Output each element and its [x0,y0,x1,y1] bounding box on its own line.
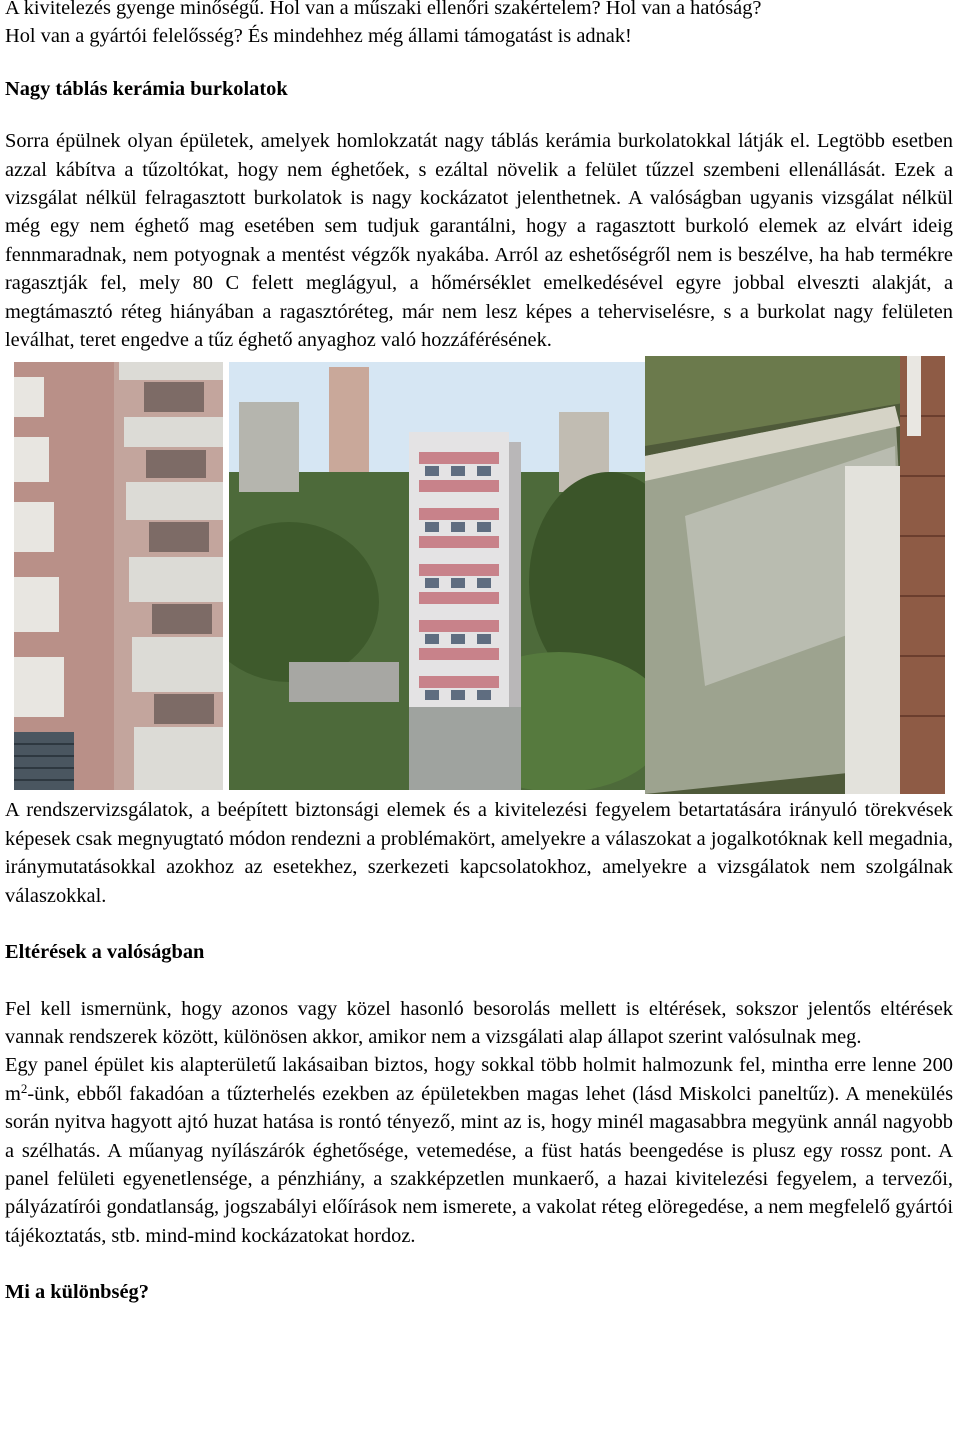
paragraph-differences-2-part-b: -ünk, ebből fakadóan a tűzterhelés ezekben az épületekben magas lehet (lásd Miskolci paneltűz). A menekülés során nyitva hagyott ajtó huzat hatása is rontó tényező, mint az is, hogy minél magasabbra megyünk annál nagyobb a szélhatás. A műanyag nyílászárók éghetősége, vetemedése, a füst hatás beengedése is plusz egy rossz pont. A panel felületi egyenetlensége, a pénzhiány, a szakképzetlen munkaerő, a hazai kivitelezési fegyelem, a tervezői, pályázatírói gondatlanság, jogszabályi előírások nem ismerete, a vakolat réteg elöregedése, a nem megfelelő gyártói tájékoztatás, stb. mind-mind kockázatokat hordoz. [5,1082,953,1247]
paragraph-differences-1: Fel kell ismernünk, hogy azonos vagy közel hasonló besorolás mellett is eltérések, sokszor jelentős eltérések vannak rendszerek között, különösen akkor, amikor nem a vizsgálati alap állapot szerint valósulnak meg. [5,997,953,1048]
detached-cladding-photo [645,356,945,794]
section-heading-differences: Eltérések a valóságban [5,941,205,964]
document-page [5,0,953,1307]
photo-row [5,356,953,796]
paragraph-differences-2 [5,1051,953,1250]
paragraph-system-tests: A rendszervizsgálatok, a beépített biztonsági elemek és a kivitelezési fegyelem betartatására irányuló törekvések képesek csak megnyugtató módon rendezni a problémakört, amelyekre a válaszokat a jogalkotóknak kell megadnia, iránymutatásokkal azokhoz az esetekhez, szerkezeti kapcsolatokhoz, amelyekre a vizsgálatok nem szolgálnak válaszokkal. [5,799,953,907]
paragraph-differences-2-part-a: Egy panel épület kis alapterületű lakásaiban biztos, hogy sokkal több holmit halmozunk fel, mintha erre lenne 200 m [5,1054,953,1105]
apartment-tower-photo [229,362,648,790]
building-closeup-photo [14,362,223,790]
intro-line-2: Hol van a gyártói felelősség? És mindehhez még állami támogatást is adnak! [5,25,632,48]
superscript-2: 2 [20,1080,28,1096]
intro-line-1: A kivitelezés gyenge minőségű. Hol van a műszaki ellenőri szakértelem? Hol van a hatóság? [5,0,762,19]
section-heading-ceramic: Nagy táblás kerámia burkolatok [5,77,288,100]
section-heading-difference-question: Mi a különbség? [5,1281,149,1304]
paragraph-ceramic: Sorra épülnek olyan épületek, amelyek homlokzatát nagy táblás kerámia burkolatokkal látják el. Legtöbb esetben azzal kábítva a tűzoltókat, hogy nem éghetőek, s ezáltal növelik a felület tűzzel szembeni ellenállását. Ezek a vizsgálat nélkül felragasztott burkolatok is nagy kockázatot jelenthetnek. A valóságban ugyanis vizsgálat nélkül még egy nem éghető mag esetében sem tudjuk garantálni, hogy a ragasztott burkoló elemek az elvárt ideig fennmaradnak, nem potyognak a mentést végzők nyakába. Arról az eshetőségről nem is beszélve, ha hab termékre ragasztják fel, mely 80 C felett meglágyul, a hőmérséklet emelkedésével egyre jobbal elveszti alakját, a megtámasztó réteg hiányában a ragasztóréteg, már nem lesz képes a teherviselésre, s a burkolat nagy felületen leválhat, teret engedve a tűz éghető anyaghoz való hozzáférésének. [5,130,953,352]
intro-text [5,0,953,51]
